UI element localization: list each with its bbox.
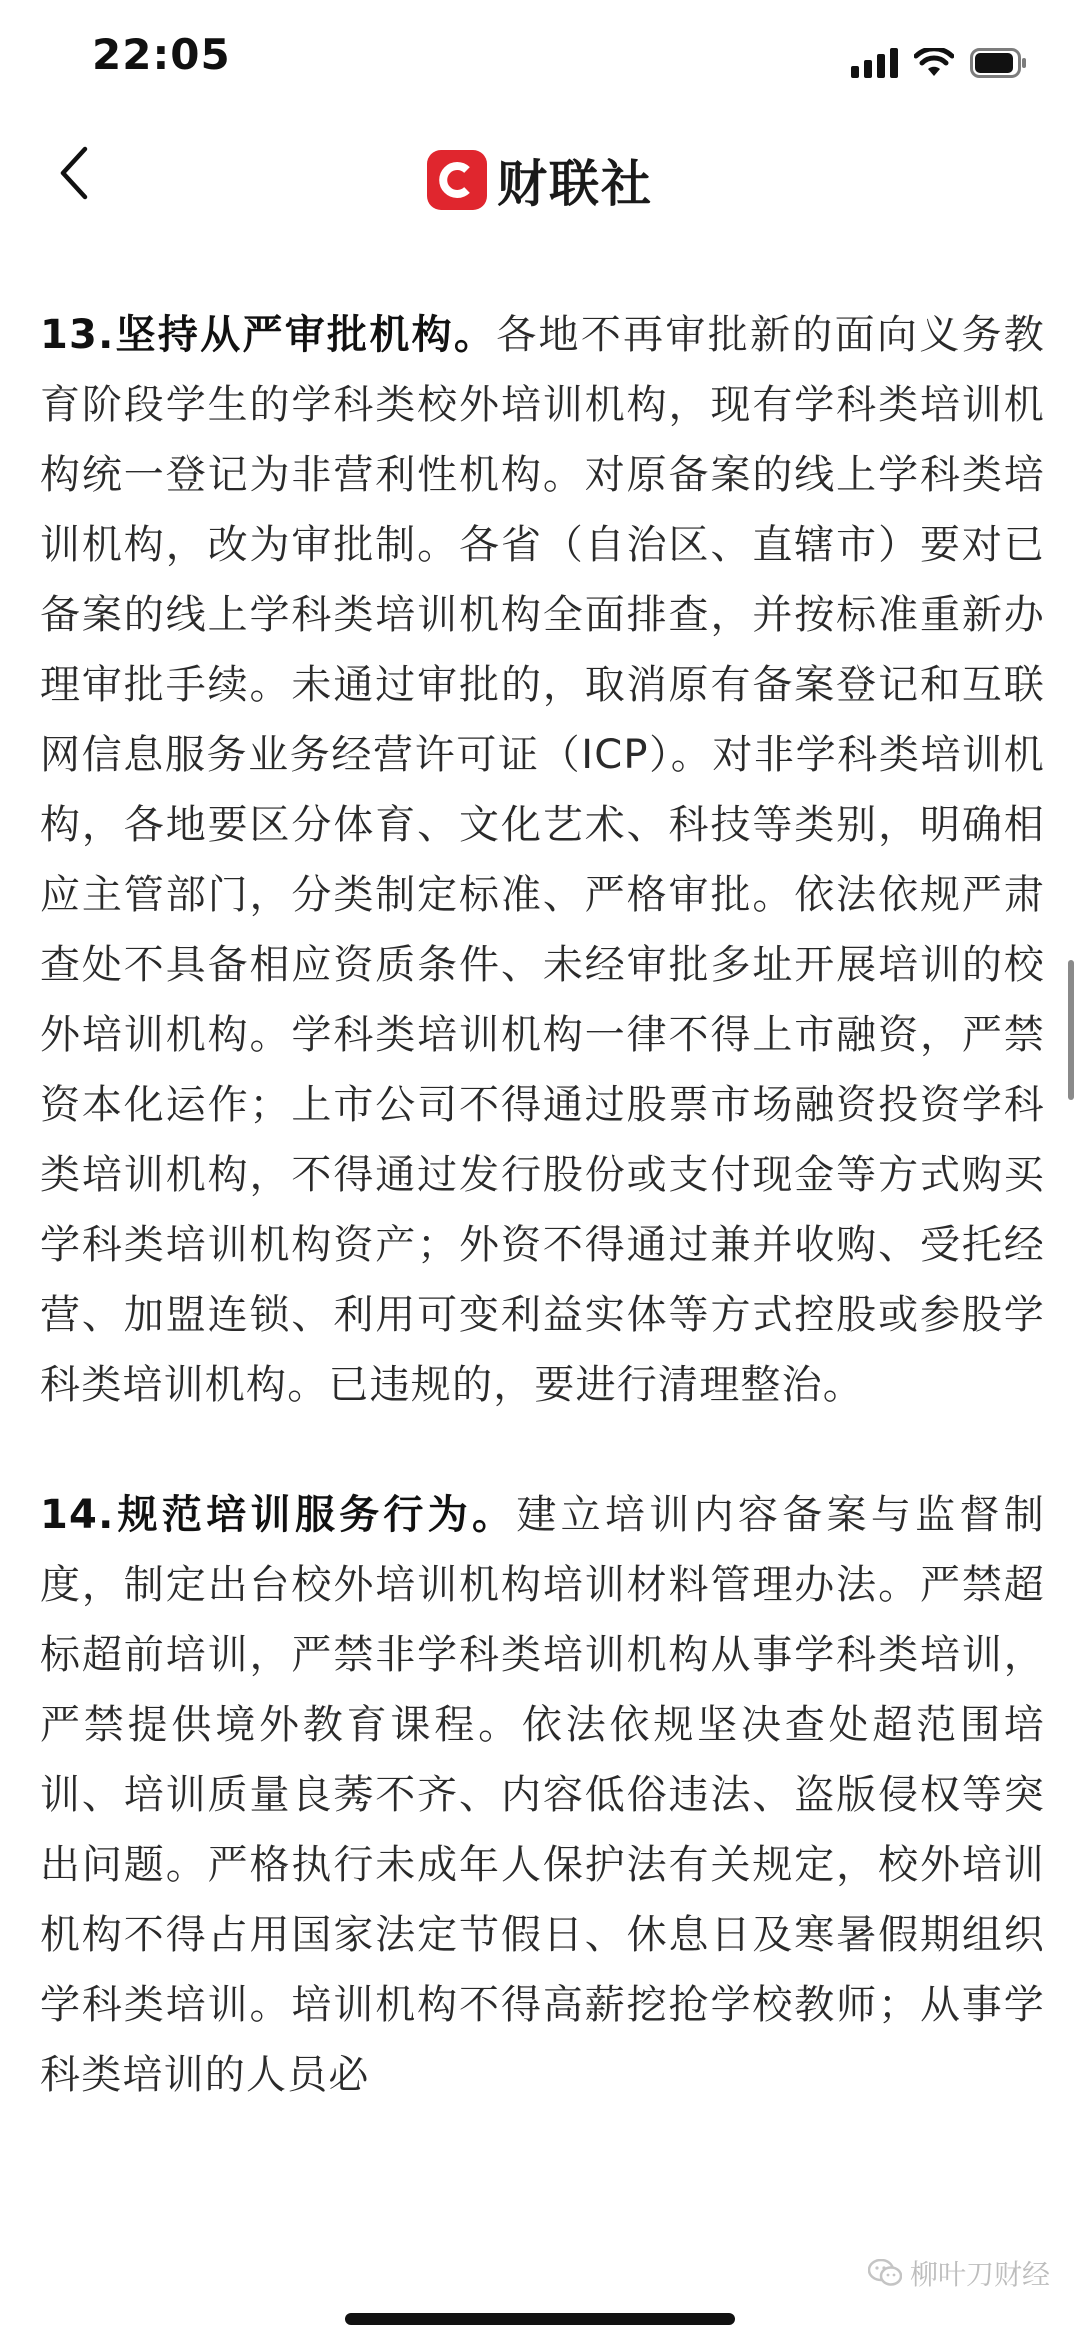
article-paragraph xyxy=(40,300,1045,1420)
scroll-indicator[interactable] xyxy=(1068,960,1074,1100)
status-bar xyxy=(0,0,1080,120)
chevron-left-icon xyxy=(57,145,91,201)
watermark-text: 柳叶刀财经 xyxy=(909,2258,1050,2291)
article-paragraph xyxy=(40,1480,1045,2110)
status-time: 22:05 xyxy=(92,30,231,79)
paragraph-heading: 14.规范培训服务行为。 xyxy=(40,1492,517,1538)
wechat-icon xyxy=(868,2259,902,2287)
brand xyxy=(427,144,653,216)
status-icons xyxy=(851,42,1028,78)
battery-icon xyxy=(970,48,1028,78)
watermark xyxy=(868,2253,1050,2293)
nav-bar xyxy=(0,120,1080,230)
paragraph-text: 各地不再审批新的面向义务教育阶段学生的学科类校外培训机构，现有学科类培训机构统一登记为非营利性机构。对原备案的线上学科类培训机构，改为审批制。各省（自治区、直辖市）要对已备案的线上学科类培训机构全面排查，并按标准重新办理审批手续。未通过审批的，取消原有备案登记和互联网信息服务业务经营许可证（ICP）。对非学科类培训机构，各地要区分体育、文化艺术、科技等类别，明确相应主管部门，分类制定标准、严格审批。依法依规严肃查处不具备相应资质条件、未经审批多址开展培训的校外培训机构。学科类培训机构一律不得上市融资，严禁资本化运作；上市公司不得通过股票市场融资投资学科类培训机构，不得通过发行股份或支付现金等方式购买学科类培训机构资产；外资不得通过兼并收购、受托经营、加盟连锁、利用可变利益实体等方式控股或参股学科类培训机构。已违规的，要进行清理整治。 xyxy=(40,312,1045,1408)
paragraph-text: 建立培训内容备案与监督制度，制定出台校外培训机构培训材料管理办法。严禁超标超前培训，严禁非学科类培训机构从事学科类培训，严禁提供境外教育课程。依法依规坚决查处超范围培训、培训质量良莠不齐、内容低俗违法、盗版侵权等突出问题。严格执行未成年人保护法有关规定，校外培训机构不得占用国家法定节假日、休息日及寒暑假期组织学科类培训。培训机构不得高薪挖抢学校教师；从事学科类培训的人员必 xyxy=(40,1492,1045,2098)
paragraph-heading: 13.坚持从严审批机构。 xyxy=(40,312,497,358)
wifi-icon xyxy=(914,48,954,78)
cellular-signal-icon xyxy=(851,48,898,78)
back-button[interactable] xyxy=(44,138,104,208)
brand-name: 财联社 xyxy=(497,155,653,213)
home-indicator[interactable] xyxy=(345,2313,735,2325)
article-body xyxy=(40,300,1045,2110)
brand-logo-icon xyxy=(427,150,487,210)
